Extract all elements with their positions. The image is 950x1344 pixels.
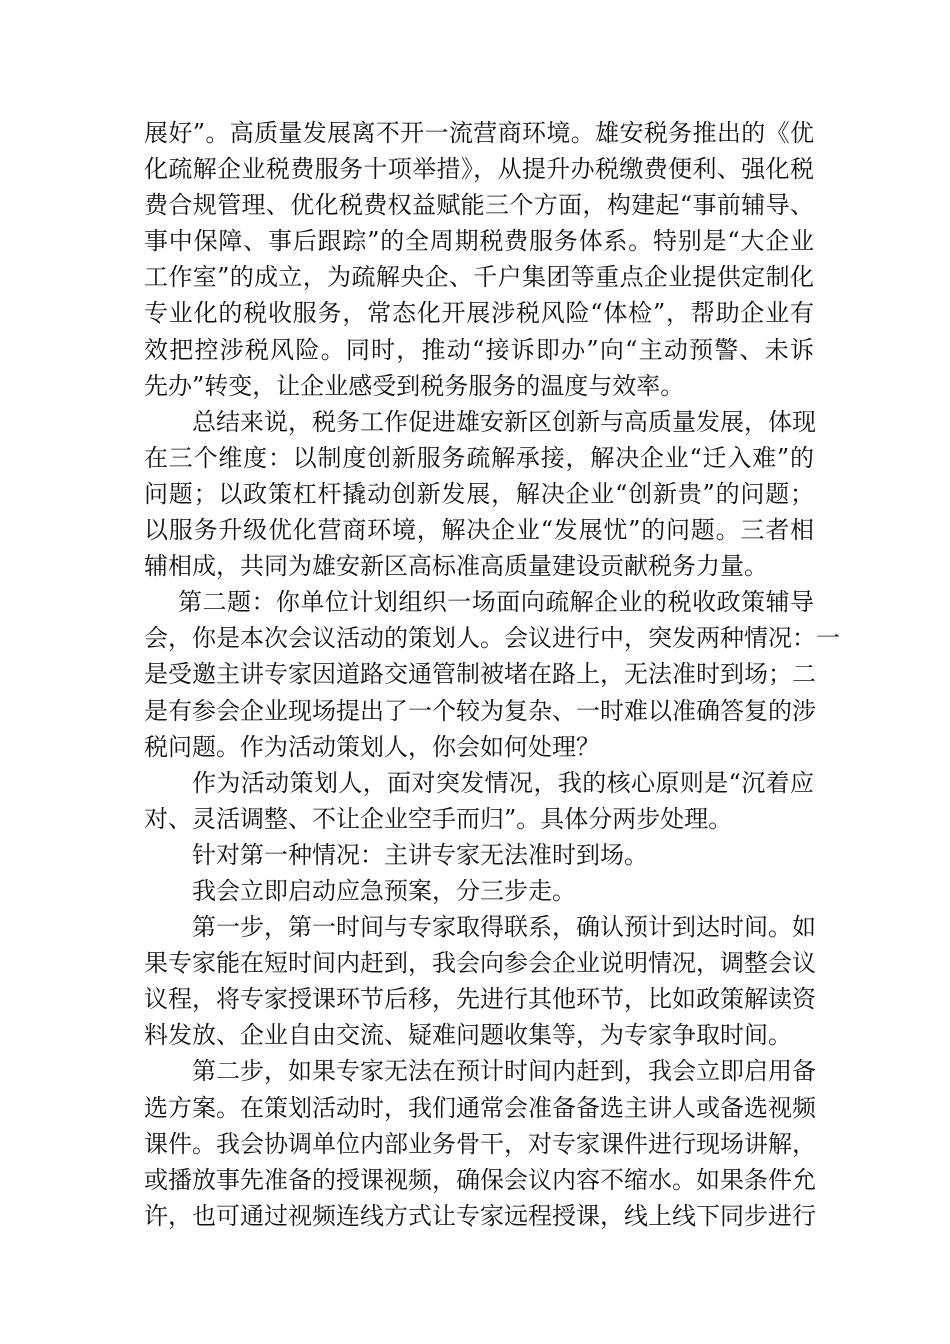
paragraph-first-line: 第一步，第一时间与专家取得联系，确认预计到达时间。如: [192, 913, 816, 942]
text-line: 是有参会企业现场提出了一个较为复杂、一时难以准确答复的涉: [144, 696, 816, 725]
text-line: 果专家能在短时间内赶到，我会向参会企业说明情况，调整会议: [144, 949, 816, 978]
text-line: 或播放事先准备的授课视频，确保会议内容不缩水。如果条件允: [144, 1165, 816, 1194]
text-line: 许，也可通过视频连线方式让专家远程授课，线上线下同步进行: [144, 1201, 816, 1230]
paragraph-first-line: 针对第一种情况：主讲专家无法准时到场。: [192, 840, 648, 869]
text-line: 税问题。作为活动策划人，你会如何处理？: [144, 732, 600, 761]
text-line: 辅相成，共同为雄安新区高标准高质量建设贡献税务力量。: [144, 552, 768, 581]
text-line: 化疏解企业税费服务十项举措》，从提升办税缴费便利、强化税: [144, 155, 814, 184]
text-line: 效把控涉税风险。同时，推动“接诉即办”向“主动预警、未诉: [144, 335, 814, 364]
paragraph-first-line: 总结来说，税务工作促进雄安新区创新与高质量发展，体现: [192, 407, 816, 436]
text-line: 专业化的税收服务，常态化开展涉税风险“体检”，帮助企业有: [144, 299, 814, 328]
text-line: 选方案。在策划活动时，我们通常会准备备选主讲人或备选视频: [144, 1093, 816, 1122]
text-line: 议程，将专家授课环节后移，先进行其他环节，比如政策解读资: [144, 985, 816, 1014]
paragraph-first-line: 作为活动策划人，面对突发情况，我的核心原则是“沉着应: [192, 768, 814, 797]
text-line: 料发放、企业自由交流、疑难问题收集等，为专家争取时间。: [144, 1021, 792, 1050]
text-line: 问题；以政策杠杆撬动创新发展，解决企业“创新贵”的问题；: [144, 479, 814, 508]
text-line: 费合规管理、优化税费权益赋能三个方面，构建起“事前辅导、: [144, 191, 814, 220]
document-body: [144, 115, 840, 1234]
text-line: 以服务升级优化营商环境，解决企业“发展忧”的问题。三者相: [144, 516, 814, 545]
text-line: 会，你是本次会议活动的策划人。会议进行中，突发两种情况：一: [144, 624, 840, 653]
text-line: 展好”。高质量发展离不开一流营商环境。雄安税务推出的《优: [144, 119, 814, 147]
text-line: 在三个维度：以制度创新服务疏解承接，解决企业“迁入难”的: [144, 443, 814, 472]
text-line: 事中保障、事后跟踪”的全周期税费服务体系。特别是“大企业: [144, 227, 814, 256]
paragraph-first-line: 第二步，如果专家无法在预计时间内赶到，我会立即启用备: [192, 1057, 816, 1086]
paragraph-first-line: 我会立即启动应急预案，分三步走。: [192, 876, 576, 905]
text-line: 对、灵活调整、不让企业空手而归”。具体分两步处理。: [144, 804, 733, 833]
question-heading-line: 第二题：你单位计划组织一场面向疏解企业的税收政策辅导: [178, 588, 814, 617]
text-line: 工作室”的成立，为疏解央企、千户集团等重点企业提供定制化: [144, 263, 814, 292]
text-line: 课件。我会协调单位内部业务骨干，对专家课件进行现场讲解，: [144, 1129, 816, 1158]
text-line: 先办”转变，让企业感受到税务服务的温度与效率。: [144, 371, 685, 400]
text-line: 是受邀主讲专家因道路交通管制被堵在路上，无法准时到场；二: [144, 660, 816, 689]
